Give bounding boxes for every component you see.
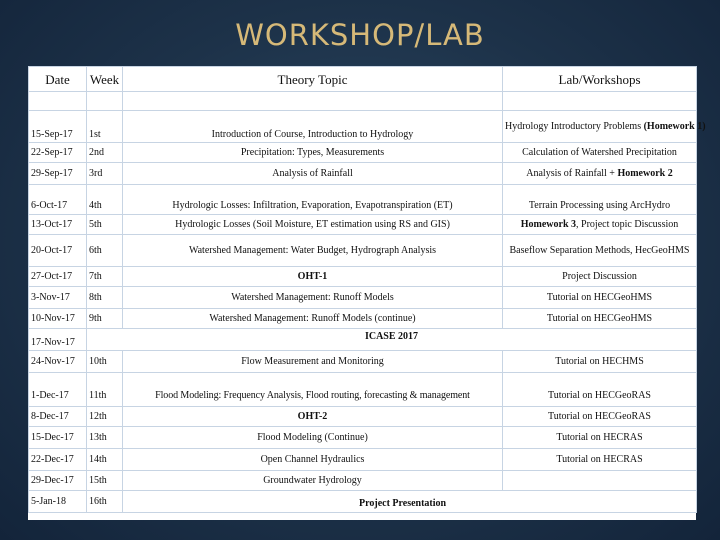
lab-cell: Project Discussion bbox=[503, 267, 697, 287]
lab-cell: Tutorial on HECGeoRAS bbox=[503, 373, 697, 407]
week-cell: 3rd bbox=[87, 163, 123, 185]
date-cell: 3-Nov-17 bbox=[29, 287, 87, 309]
week-cell: 12th bbox=[87, 407, 123, 427]
theory-cell bbox=[123, 267, 503, 287]
date-cell: 27-Oct-17 bbox=[29, 267, 87, 287]
table-row bbox=[29, 491, 697, 513]
theory-cell: Precipitation: Types, Measurements bbox=[123, 143, 503, 163]
table-row bbox=[29, 143, 697, 163]
week-cell: 4th bbox=[87, 185, 123, 215]
spacer-cell bbox=[29, 92, 87, 111]
week-cell: 15th bbox=[87, 471, 123, 491]
lab-cell bbox=[503, 471, 697, 491]
table-row bbox=[29, 235, 697, 267]
week-cell: 14th bbox=[87, 449, 123, 471]
date-cell: 10-Nov-17 bbox=[29, 309, 87, 329]
table-row bbox=[29, 215, 697, 235]
lab-bold-text: Homework 2 bbox=[617, 168, 673, 179]
lab-text: , Project topic Discussion bbox=[576, 219, 679, 230]
table-row bbox=[29, 471, 697, 491]
lab-cell: Tutorial on HECGeoHMS bbox=[503, 309, 697, 329]
table-row bbox=[29, 373, 697, 407]
theory-cell: Groundwater Hydrology bbox=[123, 471, 503, 491]
week-cell: 10th bbox=[87, 351, 123, 373]
lab-bold-text: (Homework 1) bbox=[643, 121, 706, 132]
week-cell: 5th bbox=[87, 215, 123, 235]
theory-cell: Introduction of Course, Introduction to Hydrology bbox=[123, 111, 503, 143]
header-theory: Theory Topic bbox=[123, 67, 503, 92]
date-cell: 15-Sep-17 bbox=[29, 111, 87, 143]
date-cell: 22-Dec-17 bbox=[29, 449, 87, 471]
lab-cell: Tutorial on HECHMS bbox=[503, 351, 697, 373]
table-row bbox=[29, 351, 697, 373]
table-row bbox=[29, 309, 697, 329]
table-row bbox=[29, 329, 697, 351]
spacer-cell bbox=[87, 92, 123, 111]
event-label: ICASE 2017 bbox=[364, 331, 419, 342]
theory-cell: Flow Measurement and Monitoring bbox=[123, 351, 503, 373]
date-cell: 15-Dec-17 bbox=[29, 427, 87, 449]
event-cell bbox=[123, 491, 697, 513]
theory-cell: Flood Modeling (Continue) bbox=[123, 427, 503, 449]
date-cell: 13-Oct-17 bbox=[29, 215, 87, 235]
table-row bbox=[29, 427, 697, 449]
theory-bold-text: OHT-1 bbox=[297, 271, 328, 282]
lab-text: Hydrology Introductory Problems bbox=[505, 121, 642, 132]
header-row bbox=[29, 67, 697, 92]
theory-cell: Open Channel Hydraulics bbox=[123, 449, 503, 471]
theory-cell: Hydrologic Losses (Soil Moisture, ET estimation using RS and GIS) bbox=[123, 215, 503, 235]
date-cell: 24-Nov-17 bbox=[29, 351, 87, 373]
date-cell: 1-Dec-17 bbox=[29, 373, 87, 407]
theory-cell: Watershed Management: Water Budget, Hydrograph Analysis bbox=[123, 235, 503, 267]
week-cell: 9th bbox=[87, 309, 123, 329]
table-row bbox=[29, 163, 697, 185]
header-lab: Lab/Workshops bbox=[503, 67, 697, 92]
date-cell: 8-Dec-17 bbox=[29, 407, 87, 427]
date-cell: 20-Oct-17 bbox=[29, 235, 87, 267]
spacer-cell bbox=[123, 92, 503, 111]
header-week: Week bbox=[87, 67, 123, 92]
date-cell: 17-Nov-17 bbox=[29, 329, 87, 351]
theory-cell: Hydrologic Losses: Infiltration, Evaporation, Evapotranspiration (ET) bbox=[123, 185, 503, 215]
theory-bold-text: OHT-2 bbox=[297, 411, 328, 422]
lab-text: Analysis of Rainfall + bbox=[526, 168, 615, 179]
lab-cell: Tutorial on HECRAS bbox=[503, 427, 697, 449]
week-cell: 6th bbox=[87, 235, 123, 267]
date-cell: 29-Sep-17 bbox=[29, 163, 87, 185]
table-row bbox=[29, 185, 697, 215]
lab-cell: Tutorial on HECGeoRAS bbox=[503, 407, 697, 427]
lab-cell bbox=[503, 111, 706, 143]
lab-cell: Tutorial on HECRAS bbox=[503, 449, 697, 471]
schedule-sheet bbox=[28, 66, 706, 520]
table-row bbox=[29, 407, 697, 427]
table-row bbox=[29, 287, 697, 309]
week-cell: 16th bbox=[87, 491, 123, 513]
spacer-row bbox=[29, 92, 697, 111]
table-row bbox=[29, 111, 697, 143]
page-title: WORKSHOP/LAB bbox=[235, 18, 485, 52]
lab-cell: Terrain Processing using ArcHydro bbox=[503, 185, 697, 215]
theory-cell: Watershed Management: Runoff Models (continue) bbox=[123, 309, 503, 329]
date-cell: 5-Jan-18 bbox=[29, 491, 87, 513]
theory-cell: Analysis of Rainfall bbox=[123, 163, 503, 185]
header-date: Date bbox=[29, 67, 87, 92]
week-cell: 7th bbox=[87, 267, 123, 287]
lab-cell: Baseflow Separation Methods, HecGeoHMS bbox=[503, 235, 697, 267]
schedule-table bbox=[28, 66, 706, 513]
theory-cell bbox=[123, 407, 503, 427]
theory-cell: Watershed Management: Runoff Models bbox=[123, 287, 503, 309]
week-cell: 2nd bbox=[87, 143, 123, 163]
spacer-cell bbox=[503, 92, 697, 111]
table-row bbox=[29, 449, 697, 471]
lab-cell bbox=[503, 163, 697, 185]
lab-cell: Calculation of Watershed Precipitation bbox=[503, 143, 697, 163]
event-label: Project Presentation bbox=[359, 498, 447, 509]
week-cell: 8th bbox=[87, 287, 123, 309]
date-cell: 29-Dec-17 bbox=[29, 471, 87, 491]
date-cell: 22-Sep-17 bbox=[29, 143, 87, 163]
date-cell: 6-Oct-17 bbox=[29, 185, 87, 215]
lab-bold-text: Homework 3 bbox=[520, 219, 577, 230]
lab-cell bbox=[503, 215, 697, 235]
table-row bbox=[29, 267, 697, 287]
week-cell: 1st bbox=[87, 111, 123, 143]
lab-cell: Tutorial on HECGeoHMS bbox=[503, 287, 697, 309]
week-cell: 11th bbox=[87, 373, 123, 407]
event-cell bbox=[87, 329, 697, 351]
week-cell: 13th bbox=[87, 427, 123, 449]
theory-cell: Flood Modeling: Frequency Analysis, Flood routing, forecasting & management bbox=[123, 373, 503, 407]
